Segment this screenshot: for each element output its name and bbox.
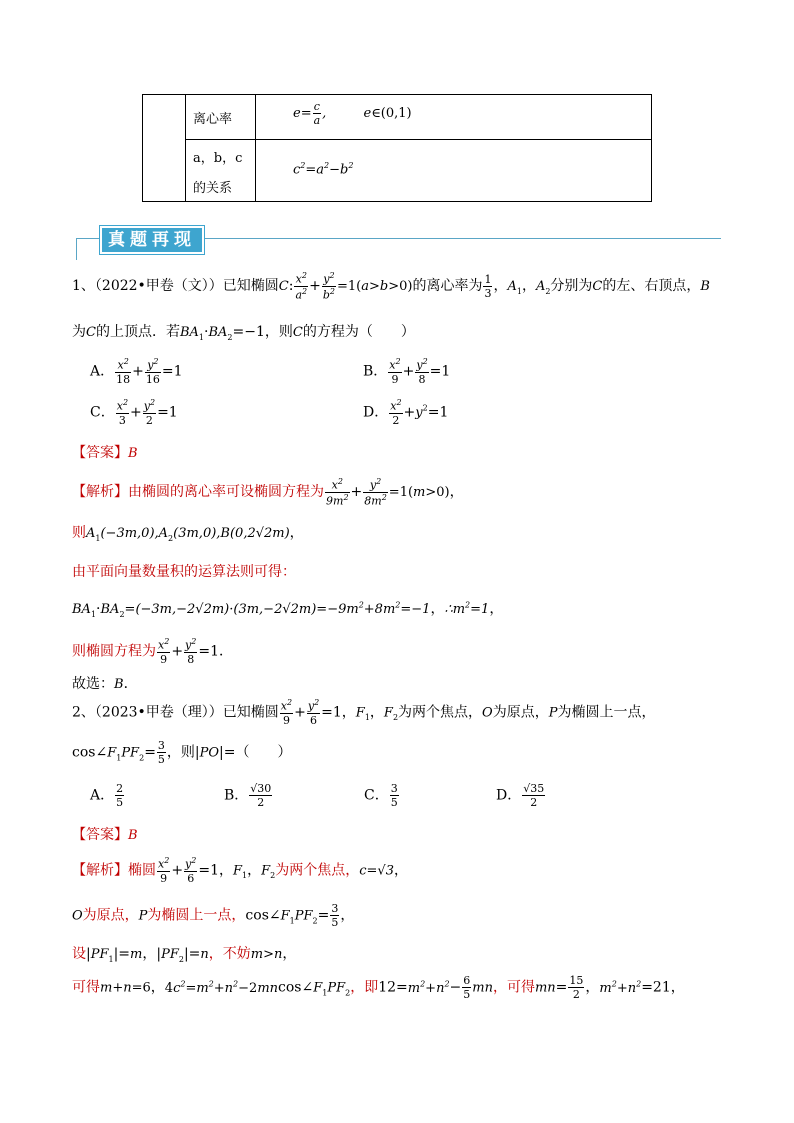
q1-solution-4: $BA_1\cdot BA_2=(-3m,-2√2m)\cdot(3m,-2√2m)=-9m^2+8m^2=-1$，$\therefore m^2=1$， [72,600,504,619]
q2-option-d: D． $\frac{√35}{2}$ [496,782,545,809]
table-divider [185,139,651,140]
q1-solution-6: 故选：B． [72,676,138,692]
table-relation-formula: $c^2=a^2-b^2$ [293,161,354,178]
table-divider [255,95,256,201]
table-divider [185,95,186,201]
q2-answer: 【答案】B [72,827,138,843]
q1-solution-1: 【解析】由椭圆的离心率可设椭圆方程为 $\frac{x^2}{9m^2}$ + $\frac{y^2}{8m^2}$ =1(m>0)， [72,477,464,508]
q2-solution-3: 设$|PF_1|=m$，$|PF_2|=n$，不妨m>n， [72,946,297,964]
q1-solution-2: 则$A_1(-3m,0),A_2(3m,0),B(0,2√2m)$， [72,525,304,543]
section-title: 真题再现 [100,226,204,254]
table-row-label-abc: a，b，c [193,151,243,166]
q1-option-b: B． $\frac{x^2}{9}$ + $\frac{y^2}{8}$ =1 [363,357,451,386]
q1-solution-5: 则椭圆方程为 $\frac{x^2}{9}$ + $\frac{y^2}{8}$ =1． [72,637,233,666]
q1-stem-line2: 为C的上顶点．若$BA_1\cdot BA_2=-1$，则C的方程为（ ） [72,324,415,342]
table-row-label-relation: 的关系 [193,181,233,196]
q1-option-a: A． $\frac{x^2}{18}$ + $\frac{y^2}{16}$ =1 [90,357,183,386]
ellipse-property-table [142,94,652,202]
q1-option-d: D． $\frac{x^2}{2}$ $+y^2=1$ [363,398,449,427]
q1-solution-3: 由平面向量数量积的运算法则可得： [72,564,296,580]
q2-stem-line2: $\cos\angle F_1PF_2=$ $\frac{3}{5}$ ，则|PO|=（ ） [72,739,292,766]
q2-solution-2: O为原点，P为椭圆上一点，$\cos\angle F_1PF_2=$ $\frac{3}{5}$ ， [72,902,355,929]
q2-stem: 2、（2023•甲卷（理））已知椭圆 $\frac{x^2}{9}$ + $\frac{y^2}{6}$ =1，$F_1$，$F_2$为两个焦点，O为原点，P为椭圆上一点， [72,698,656,727]
q1-answer: 【答案】B [72,445,138,461]
q2-solution-1: 【解析】椭圆 $\frac{x^2}{9}$ + $\frac{y^2}{6}$ =1，$F_1$，$F_2$为两个焦点，c=√3， [72,856,408,885]
table-eccentricity-formula: e= $\frac{c}{a}$ , e∈(0,1) [293,100,412,127]
table-row-label-eccentricity: 离心率 [193,112,233,127]
q2-solution-4: 可得m+n=6，$4c^2=m^2+n^2-2mncos\angle F_1PF_2$，即$12=m^2+n^2-$ $\frac{6}{5}$ mn，可得mn= $\frac{15}{2}$ ，$m^2+n^2=21$， [72,974,685,1001]
q2-option-c: C． $\frac{3}{5}$ [364,782,398,809]
q2-option-b: B． $\frac{√30}{2}$ [224,782,272,809]
q2-option-a: A． $\frac{2}{5}$ [90,782,124,809]
q1-stem: 1、（2022•甲卷（文））已知椭圆C: $\frac{x^2}{a^2}$ + $\frac{y^2}{b^2}$ =1(a>b>0)的离心率为 $\frac{1}{3}$ ，$A_1$，$A_2$分别为C的左、右顶点，B [72,271,710,302]
q1-option-c: C． $\frac{x^2}{3}$ + $\frac{y^2}{2}$ =1 [90,398,178,427]
section-rule [76,238,77,260]
